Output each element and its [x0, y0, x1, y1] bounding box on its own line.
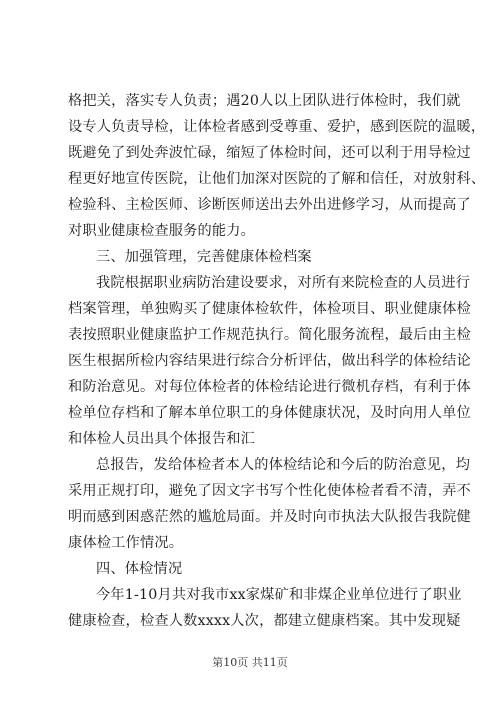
paragraph-line: 既避免了到处奔波忙碌，缩短了体检时间，还可以利于用导检过: [68, 145, 471, 161]
paragraph-line: 健康检查，检查人数xxxx人次，都建立健康档案。其中发现疑: [68, 613, 461, 629]
paragraph-line: 总报告，发给体检者本人的体检结论和今后的防治意见，均: [96, 457, 471, 473]
paragraph-line: 表按照职业健康监护工作规范执行。简化服务流程，最后由主检: [68, 327, 471, 343]
paragraph-line: 和防治意见。对每位体检者的体检结论进行微机存档，有利于体: [68, 379, 471, 395]
paragraph-line: 对职业健康检查服务的能力。: [68, 223, 256, 239]
document-body: [68, 88, 486, 634]
paragraph-line: 检单位存档和了解本单位职工的身体健康状况，及时向用人单位: [68, 405, 471, 421]
paragraph-line: 程更好地宣传医院，让他们加深对医院的了解和信任，对放射科、: [68, 171, 486, 187]
paragraph-line: 档案管理，单独购买了健康体检软件，体检项目、职业健康体检: [68, 301, 471, 317]
paragraph-line: 设专人负责导检，让体检者感到受尊重、爱护，感到医院的温暖，: [68, 119, 486, 135]
paragraph-line: 医生根据所检内容结果进行综合分析评估，做出科学的体检结论: [68, 353, 471, 369]
paragraph-line: 和体检人员出具个体报告和汇: [68, 431, 256, 447]
section-heading: 四、体检情况: [96, 561, 183, 577]
paragraph-line: 明而感到困惑茫然的尴尬局面。并及时向市执法大队报告我院健: [68, 509, 471, 525]
paragraph-line: 检验科、主检医师、诊断医师送出去外出进修学习，从而提高了: [68, 197, 471, 213]
page-number-footer: 第10页 共11页: [212, 656, 288, 669]
paragraph-line: 康体检工作情况。: [68, 535, 184, 551]
section-heading: 三、加强管理，完善健康体检档案: [96, 249, 312, 265]
paragraph-line: 格把关，落实专人负责；遇20人以上团队进行体检时，我们就: [68, 93, 461, 109]
paragraph-line: 采用正规打印，避免了因文字书写个性化使体检者看不清，弄不: [68, 483, 471, 499]
paragraph-line: 我院根据职业病防治建设要求，对所有来院检查的人员进行: [96, 275, 471, 291]
paragraph-line: 今年1-10月共对我市xx家煤矿和非煤企业单位进行了职业: [96, 587, 462, 603]
